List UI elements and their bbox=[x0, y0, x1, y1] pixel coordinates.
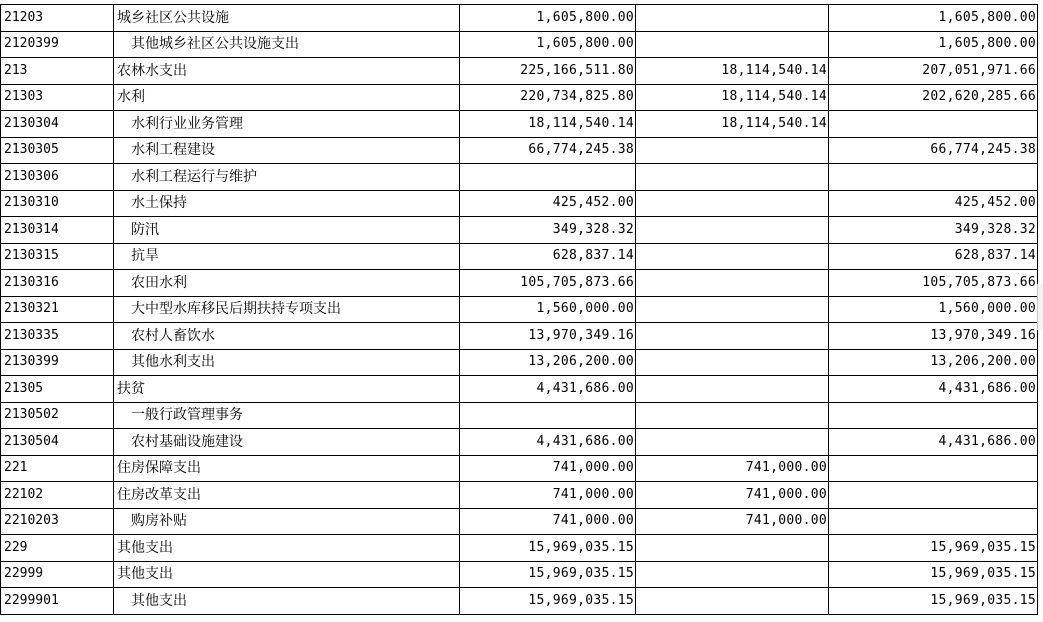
row-basic-cell bbox=[636, 31, 829, 58]
table-row bbox=[1, 535, 1038, 562]
row-project-cell: 425,452.00 bbox=[829, 190, 1038, 217]
row-basic-cell: 741,000.00 bbox=[636, 508, 829, 535]
row-basic-cell bbox=[636, 296, 829, 323]
row-code-cell: 2130315 bbox=[1, 243, 114, 270]
row-name-cell: 扶贫 bbox=[114, 376, 460, 403]
row-project-cell: 15,969,035.15 bbox=[829, 535, 1038, 562]
row-name-cell: 水土保持 bbox=[114, 190, 460, 217]
row-name-cell: 一般行政管理事务 bbox=[114, 402, 460, 429]
row-basic-cell bbox=[636, 164, 829, 191]
row-total-cell: 4,431,686.00 bbox=[460, 376, 636, 403]
row-project-cell: 15,969,035.15 bbox=[829, 588, 1038, 615]
row-total-cell: 1,605,800.00 bbox=[460, 5, 636, 32]
row-basic-cell: 18,114,540.14 bbox=[636, 58, 829, 85]
row-name-cell: 其他水利支出 bbox=[114, 349, 460, 376]
table-row bbox=[1, 561, 1038, 588]
table-row bbox=[1, 455, 1038, 482]
table-row bbox=[1, 111, 1038, 138]
row-name-cell: 水利行业业务管理 bbox=[114, 111, 460, 138]
row-code-cell: 2130399 bbox=[1, 349, 114, 376]
row-project-cell bbox=[829, 455, 1038, 482]
row-project-cell: 15,969,035.15 bbox=[829, 561, 1038, 588]
row-project-cell bbox=[829, 482, 1038, 509]
row-total-cell: 66,774,245.38 bbox=[460, 137, 636, 164]
table-row bbox=[1, 349, 1038, 376]
row-code-cell: 2120399 bbox=[1, 31, 114, 58]
row-name-cell: 水利工程运行与维护 bbox=[114, 164, 460, 191]
row-code-cell: 2130502 bbox=[1, 402, 114, 429]
row-total-cell: 741,000.00 bbox=[460, 508, 636, 535]
row-name-cell: 农林水支出 bbox=[114, 58, 460, 85]
row-total-cell bbox=[460, 164, 636, 191]
table-row bbox=[1, 31, 1038, 58]
row-name-cell: 住房保障支出 bbox=[114, 455, 460, 482]
row-basic-cell bbox=[636, 402, 829, 429]
row-basic-cell: 18,114,540.14 bbox=[636, 111, 829, 138]
table-row bbox=[1, 323, 1038, 350]
row-basic-cell bbox=[636, 535, 829, 562]
row-code-cell: 22999 bbox=[1, 561, 114, 588]
row-total-cell: 349,328.32 bbox=[460, 217, 636, 244]
row-code-cell: 2130335 bbox=[1, 323, 114, 350]
row-code-cell: 21203 bbox=[1, 5, 114, 32]
row-code-cell: 2130305 bbox=[1, 137, 114, 164]
row-basic-cell: 18,114,540.14 bbox=[636, 84, 829, 111]
row-total-cell: 1,605,800.00 bbox=[460, 31, 636, 58]
row-project-cell: 202,620,285.66 bbox=[829, 84, 1038, 111]
row-total-cell: 741,000.00 bbox=[460, 455, 636, 482]
row-project-cell: 66,774,245.38 bbox=[829, 137, 1038, 164]
row-project-cell: 207,051,971.66 bbox=[829, 58, 1038, 85]
row-project-cell: 4,431,686.00 bbox=[829, 429, 1038, 456]
row-basic-cell bbox=[636, 217, 829, 244]
table-row bbox=[1, 164, 1038, 191]
row-total-cell: 225,166,511.80 bbox=[460, 58, 636, 85]
row-basic-cell bbox=[636, 349, 829, 376]
row-project-cell: 1,560,000.00 bbox=[829, 296, 1038, 323]
row-basic-cell bbox=[636, 190, 829, 217]
row-basic-cell bbox=[636, 376, 829, 403]
row-code-cell: 2210203 bbox=[1, 508, 114, 535]
row-total-cell: 741,000.00 bbox=[460, 482, 636, 509]
row-code-cell: 2130306 bbox=[1, 164, 114, 191]
row-name-cell: 其他支出 bbox=[114, 588, 460, 615]
row-code-cell: 2299901 bbox=[1, 588, 114, 615]
side-scroll-handle[interactable] bbox=[1037, 284, 1043, 330]
row-code-cell: 229 bbox=[1, 535, 114, 562]
row-basic-cell bbox=[636, 243, 829, 270]
row-name-cell: 防汛 bbox=[114, 217, 460, 244]
row-code-cell: 21305 bbox=[1, 376, 114, 403]
row-name-cell: 水利 bbox=[114, 84, 460, 111]
row-code-cell: 2130321 bbox=[1, 296, 114, 323]
row-total-cell: 628,837.14 bbox=[460, 243, 636, 270]
row-code-cell: 2130304 bbox=[1, 111, 114, 138]
row-total-cell: 4,431,686.00 bbox=[460, 429, 636, 456]
row-total-cell: 425,452.00 bbox=[460, 190, 636, 217]
row-basic-cell bbox=[636, 270, 829, 297]
row-project-cell: 1,605,800.00 bbox=[829, 31, 1038, 58]
row-code-cell: 213 bbox=[1, 58, 114, 85]
table-row bbox=[1, 217, 1038, 244]
row-basic-cell bbox=[636, 323, 829, 350]
row-name-cell: 其他支出 bbox=[114, 535, 460, 562]
row-name-cell: 农村人畜饮水 bbox=[114, 323, 460, 350]
row-code-cell: 22102 bbox=[1, 482, 114, 509]
row-total-cell: 13,970,349.16 bbox=[460, 323, 636, 350]
table-row bbox=[1, 508, 1038, 535]
row-name-cell: 农村基础设施建设 bbox=[114, 429, 460, 456]
budget-table-sheet bbox=[0, 4, 1037, 615]
row-code-cell: 2130310 bbox=[1, 190, 114, 217]
row-project-cell bbox=[829, 402, 1038, 429]
row-project-cell: 1,605,800.00 bbox=[829, 5, 1038, 32]
row-project-cell: 13,206,200.00 bbox=[829, 349, 1038, 376]
row-name-cell: 抗旱 bbox=[114, 243, 460, 270]
row-basic-cell bbox=[636, 5, 829, 32]
row-total-cell: 15,969,035.15 bbox=[460, 588, 636, 615]
row-total-cell: 15,969,035.15 bbox=[460, 561, 636, 588]
table-row bbox=[1, 243, 1038, 270]
row-basic-cell bbox=[636, 429, 829, 456]
row-name-cell: 住房改革支出 bbox=[114, 482, 460, 509]
row-code-cell: 2130316 bbox=[1, 270, 114, 297]
row-basic-cell bbox=[636, 561, 829, 588]
row-name-cell: 购房补贴 bbox=[114, 508, 460, 535]
row-project-cell bbox=[829, 111, 1038, 138]
table-row bbox=[1, 376, 1038, 403]
row-basic-cell bbox=[636, 588, 829, 615]
table-row bbox=[1, 588, 1038, 615]
row-basic-cell bbox=[636, 137, 829, 164]
row-project-cell: 349,328.32 bbox=[829, 217, 1038, 244]
row-code-cell: 221 bbox=[1, 455, 114, 482]
row-code-cell: 21303 bbox=[1, 84, 114, 111]
row-total-cell: 220,734,825.80 bbox=[460, 84, 636, 111]
row-total-cell: 1,560,000.00 bbox=[460, 296, 636, 323]
row-name-cell: 其他城乡社区公共设施支出 bbox=[114, 31, 460, 58]
table-row bbox=[1, 190, 1038, 217]
row-basic-cell: 741,000.00 bbox=[636, 482, 829, 509]
row-total-cell: 18,114,540.14 bbox=[460, 111, 636, 138]
row-project-cell: 105,705,873.66 bbox=[829, 270, 1038, 297]
row-project-cell: 13,970,349.16 bbox=[829, 323, 1038, 350]
row-project-cell: 4,431,686.00 bbox=[829, 376, 1038, 403]
table-row bbox=[1, 5, 1038, 32]
row-name-cell: 城乡社区公共设施 bbox=[114, 5, 460, 32]
table-row bbox=[1, 137, 1038, 164]
table-row bbox=[1, 402, 1038, 429]
row-project-cell: 628,837.14 bbox=[829, 243, 1038, 270]
row-project-cell bbox=[829, 508, 1038, 535]
table-body bbox=[1, 5, 1038, 615]
row-code-cell: 2130504 bbox=[1, 429, 114, 456]
row-name-cell: 其他支出 bbox=[114, 561, 460, 588]
row-total-cell bbox=[460, 402, 636, 429]
table-row bbox=[1, 84, 1038, 111]
row-name-cell: 水利工程建设 bbox=[114, 137, 460, 164]
row-basic-cell: 741,000.00 bbox=[636, 455, 829, 482]
row-code-cell: 2130314 bbox=[1, 217, 114, 244]
row-total-cell: 15,969,035.15 bbox=[460, 535, 636, 562]
row-project-cell bbox=[829, 164, 1038, 191]
table-row bbox=[1, 58, 1038, 85]
row-total-cell: 13,206,200.00 bbox=[460, 349, 636, 376]
table-row bbox=[1, 429, 1038, 456]
table-row bbox=[1, 482, 1038, 509]
row-total-cell: 105,705,873.66 bbox=[460, 270, 636, 297]
expenditure-table bbox=[0, 4, 1038, 615]
table-row bbox=[1, 270, 1038, 297]
row-name-cell: 农田水利 bbox=[114, 270, 460, 297]
table-row bbox=[1, 296, 1038, 323]
row-name-cell: 大中型水库移民后期扶持专项支出 bbox=[114, 296, 460, 323]
